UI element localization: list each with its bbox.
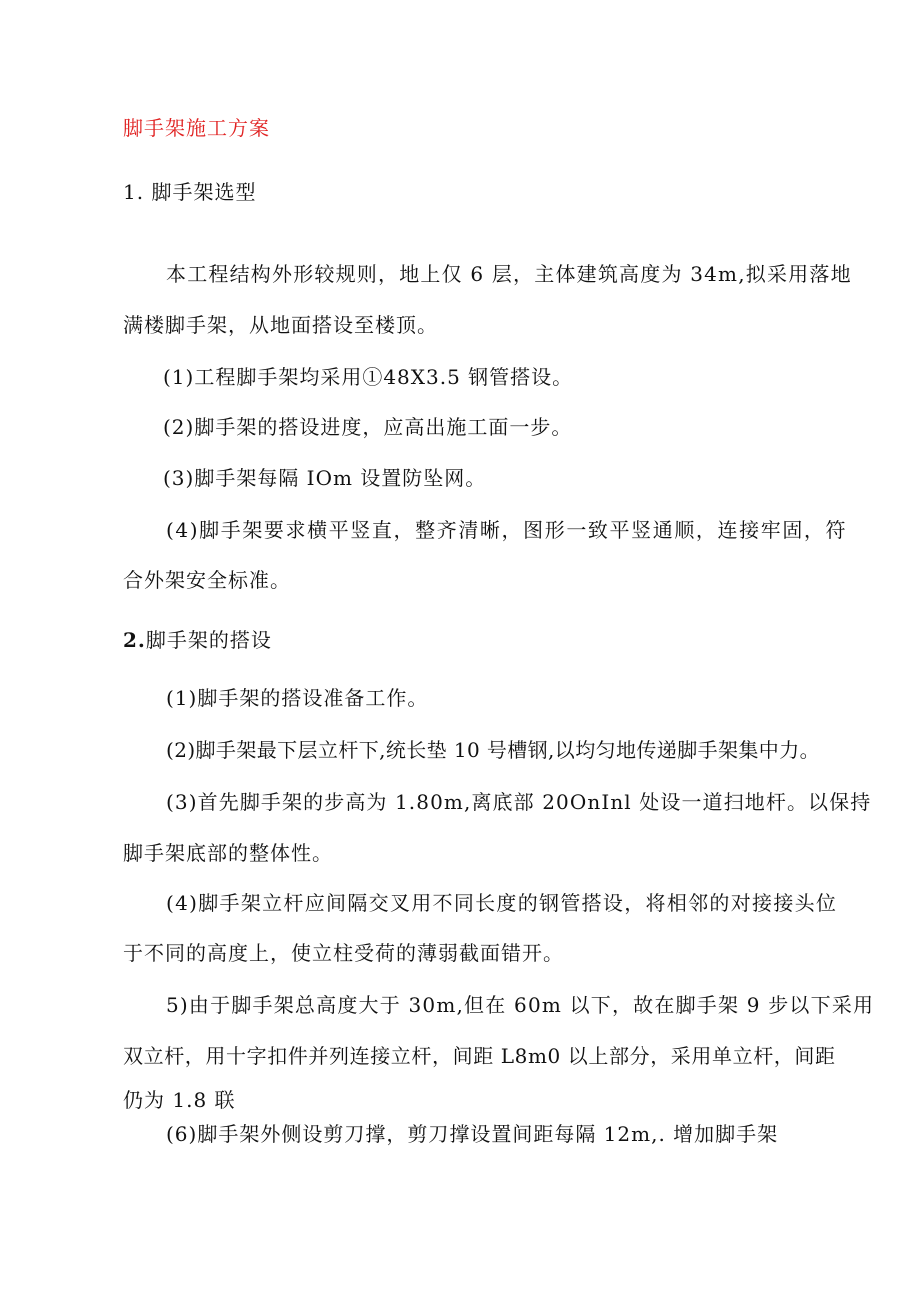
section-2-item-4-line-1: (4)脚手架立杆应间隔交叉用不同长度的钢管搭设，将相邻的对接接头位	[166, 891, 838, 915]
section-1-item-3: (3)脚手架每隔 IOm 设置防坠网。	[163, 466, 487, 490]
section-2-item-3-line-2: 脚手架底部的整体性。	[123, 841, 333, 865]
section-2-item-4-line-2: 于不同的高度上，使立柱受荷的薄弱截面错开。	[123, 941, 564, 965]
section-1-item-1: (1)工程脚手架均采用①48X3.5 钢管搭设。	[163, 365, 574, 389]
section-2-heading	[123, 628, 272, 652]
section-2-item-6: (6)脚手架外侧设剪刀撑，剪刀撑设置间距每隔 12m,. 增加脚手架	[166, 1122, 779, 1146]
section-1-item-4-line-2: 合外架安全标准。	[123, 568, 291, 592]
section-1-heading: 1. 脚手架选型	[123, 180, 257, 204]
section-2-item-1: (1)脚手架的搭设准备工作。	[166, 686, 429, 710]
section-2-heading-text: 脚手架的搭设	[145, 628, 272, 652]
section-1-item-2: (2)脚手架的搭设进度，应高出施工面一步。	[163, 415, 573, 439]
section-1-para-1-line-1: 本工程结构外形较规则，地上仅 6 层，主体建筑高度为 34m,拟采用落地	[166, 262, 852, 286]
section-2-heading-number: 2.	[123, 628, 146, 652]
section-2-item-2: (2)脚手架最下层立杆下,统长垫 10 号槽钢,以均匀地传递脚手架集中力。	[166, 738, 821, 762]
section-2-item-5-line-3: 仍为 1.8 联	[123, 1088, 236, 1112]
section-2-item-5-line-1: 5)由于脚手架总高度大于 30m,但在 60m 以下，故在脚手架 9 步以下采用	[166, 993, 875, 1017]
document-title: 脚手架施工方案	[123, 116, 270, 140]
section-1-item-4-line-1: (4)脚手架要求横平竖直，整齐清晰，图形一致平竖通顺，连接牢固，符	[166, 518, 848, 542]
section-1-para-1-line-2: 满楼脚手架，从地面搭设至楼顶。	[123, 313, 438, 337]
section-2-item-5-line-2: 双立杆，用十字扣件并列连接立杆，间距 L8m0 以上部分，采用单立杆，间距	[123, 1044, 836, 1068]
section-2-item-3-line-1: (3)首先脚手架的步高为 1.80m,离底部 20OnInl 处设一道扫地杆。以保持	[166, 790, 872, 814]
